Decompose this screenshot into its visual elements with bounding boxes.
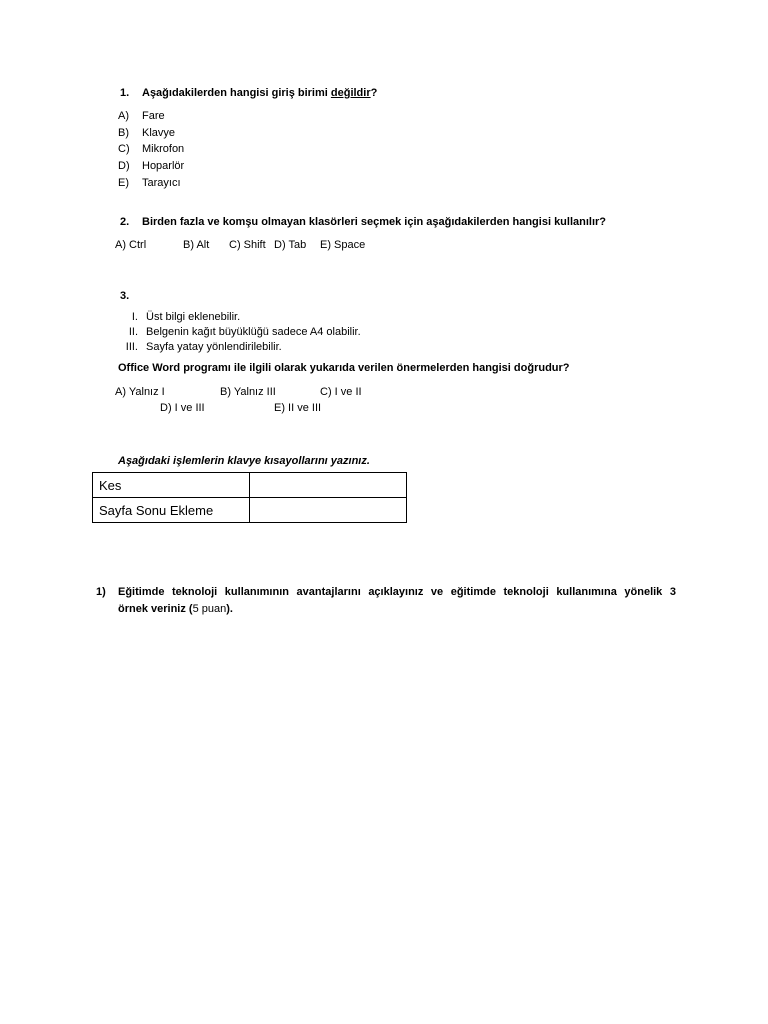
q1-option-e-text: Tarayıcı (142, 177, 181, 189)
q1-option-d-letter: D) (118, 160, 130, 172)
table-row (93, 498, 407, 523)
q2-option-d: D) Tab (274, 239, 307, 251)
q3-option-d: D) I ve III (160, 402, 205, 414)
q1-option-b-text: Klavye (142, 127, 176, 139)
q1-option-c-text: Mikrofon (142, 143, 185, 155)
q2-option-b: B) Alt (183, 239, 210, 251)
q2-number: 2. (120, 216, 130, 228)
q2-option-a: A) Ctrl (115, 239, 147, 251)
q2-option-c: C) Shift (229, 239, 266, 251)
shortcut-label-cell: Kes (93, 473, 250, 498)
q1-text-after: ? (370, 87, 378, 99)
q3-question: Office Word programı ile ilgili olarak yukarıda verilen önermelerden hangisi doğrudur? (118, 362, 570, 374)
q1-text (142, 87, 377, 99)
q2-text: Birden fazla ve komşu olmayan klasörleri seçmek için aşağıdakilerden hangisi kullanılır? (142, 216, 607, 228)
table-row (93, 473, 407, 498)
q1-option-c-letter: C) (118, 143, 130, 155)
essay-points: 5 puan (192, 603, 227, 615)
q1-text-underlined: değildir (330, 87, 371, 99)
essay-number: 1) (96, 586, 106, 598)
q1-option-a-text: Fare (142, 110, 165, 122)
q1-option-e-letter: E) (118, 177, 129, 189)
q3-statement-1-text: Üst bilgi eklenebilir. (146, 311, 241, 323)
q3-option-c: C) I ve II (320, 386, 362, 398)
q3-option-e: E) II ve III (274, 402, 322, 414)
q1-option-b-letter: B) (118, 127, 129, 139)
q2-option-e: E) Space (320, 239, 366, 251)
shortcut-answer-cell[interactable] (250, 473, 407, 498)
q3-statement-3-numeral: III. (125, 341, 138, 353)
q3-statement-2-numeral: II. (128, 326, 138, 338)
q1-text-before: Aşağıdakilerden hangisi giriş birimi (142, 87, 331, 99)
q1-option-d-text: Hoparlör (142, 160, 185, 172)
q3-option-a: A) Yalnız I (115, 386, 165, 398)
shortcut-label-cell: Sayfa Sonu Ekleme (93, 498, 250, 523)
shortcuts-table (92, 472, 407, 523)
q1-option-a-letter: A) (118, 110, 129, 122)
essay-line-1: Eğitimde teknoloji kullanımının avantajlarını açıklayınız ve eğitimde teknoloji kullanımına yönelik 3 (118, 586, 676, 598)
shortcut-answer-cell[interactable] (250, 498, 407, 523)
q1-number: 1. (120, 87, 130, 99)
essay-line-2-start: örnek veriniz ( (118, 603, 193, 615)
essay-line-2 (118, 603, 233, 615)
q3-number: 3. (120, 290, 130, 302)
essay-line-2-end: ). (226, 603, 233, 615)
q3-statement-1-numeral: I. (131, 311, 138, 323)
q3-statement-3-text: Sayfa yatay yönlendirilebilir. (146, 341, 282, 353)
q3-option-b: B) Yalnız III (220, 386, 276, 398)
q3-statement-2-text: Belgenin kağıt büyüklüğü sadece A4 olabilir. (146, 326, 361, 338)
shortcuts-instruction: Aşağıdaki işlemlerin klavye kısayollarını yazınız. (118, 455, 370, 467)
